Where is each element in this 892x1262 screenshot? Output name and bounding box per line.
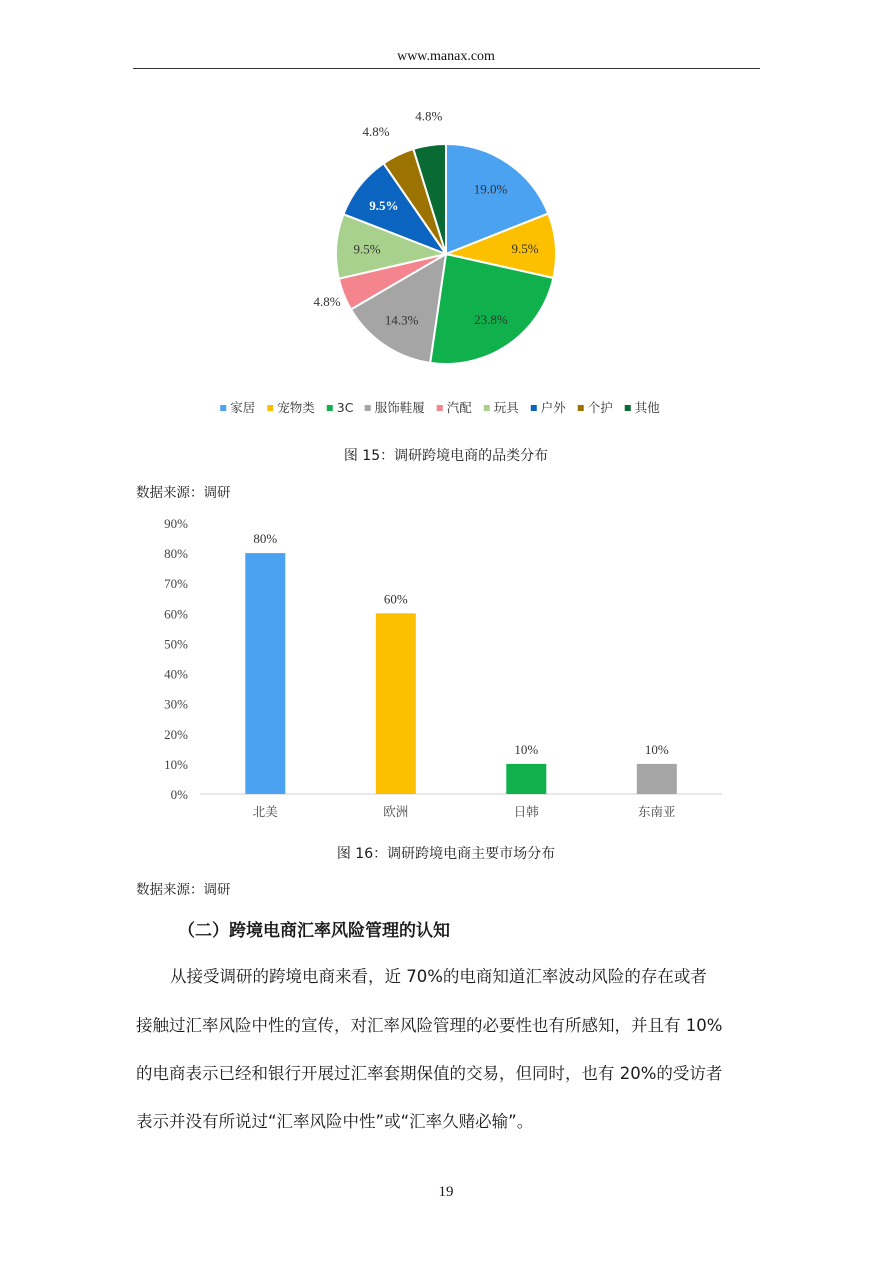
pie-data-label: 9.5% — [511, 240, 539, 256]
y-tick-label: 20% — [164, 726, 188, 742]
legend-swatch — [484, 405, 490, 411]
legend-item — [220, 400, 255, 415]
legend-label: 个护 — [587, 400, 613, 415]
legend-label: 玩具 — [493, 400, 519, 415]
legend-item — [365, 400, 426, 415]
y-tick-label: 10% — [164, 756, 188, 772]
y-tick-label: 80% — [164, 546, 188, 562]
bar-value-label: 80% — [253, 531, 278, 547]
x-tick-label: 北美 — [252, 804, 278, 819]
paragraph-line: 的电商表示已经和银行开展过汇率套期保值的交易，但同时，也有 20%的受访者 — [136, 1064, 723, 1083]
legend-label: 服饰鞋履 — [374, 400, 425, 415]
legend-label: 汽配 — [446, 400, 472, 415]
bar-chart — [0, 500, 892, 830]
x-tick-label: 欧洲 — [383, 804, 409, 819]
legend-swatch — [625, 405, 631, 411]
y-tick-label: 70% — [164, 576, 188, 592]
section-heading: （二）跨境电商汇率风险管理的认知 — [178, 921, 450, 941]
legend-swatch — [578, 405, 584, 411]
legend-swatch — [365, 405, 371, 411]
y-tick-label: 90% — [164, 516, 188, 531]
legend-swatch — [531, 405, 537, 411]
legend-item — [531, 400, 567, 415]
page-number: 19 — [438, 1184, 454, 1200]
bar-value-label: 60% — [383, 591, 408, 607]
paragraph-line: 从接受调研的跨境电商来看，近 70%的电商知道汇率波动风险的存在或者 — [170, 967, 707, 986]
figure-16-caption: 图 16：调研跨境电商主要市场分布 — [336, 846, 556, 862]
bar-value-label: 10% — [514, 741, 539, 757]
bar-0 — [245, 553, 285, 794]
legend-item — [327, 400, 354, 415]
bar-value-label: 10% — [644, 741, 669, 757]
legend-item — [437, 400, 473, 415]
legend-swatch — [327, 405, 333, 411]
x-tick-label: 日韩 — [513, 804, 539, 819]
legend-item — [578, 400, 614, 415]
pie-data-label: 9.5% — [369, 197, 399, 213]
pie-data-label: 9.5% — [353, 241, 381, 257]
bar-1 — [376, 613, 416, 794]
legend-swatch — [220, 405, 226, 411]
legend-label: 家居 — [230, 400, 256, 415]
y-tick-label: 60% — [164, 606, 188, 622]
legend-swatch — [267, 405, 273, 411]
pie-data-label: 4.8% — [313, 294, 341, 310]
legend-label: 3C — [336, 400, 354, 415]
pie-data-label: 4.8% — [362, 123, 390, 139]
legend-label: 宠物类 — [277, 400, 315, 415]
y-tick-label: 30% — [164, 696, 188, 712]
figure-16-source: 数据来源：调研 — [136, 882, 231, 898]
legend-label: 户外 — [540, 400, 566, 415]
legend-swatch — [437, 405, 443, 411]
pie-data-label: 4.8% — [415, 108, 443, 124]
x-tick-label: 东南亚 — [638, 804, 676, 819]
figure-15-source: 数据来源：调研 — [136, 485, 231, 501]
header-url[interactable]: www.manax.com — [397, 49, 495, 64]
bar-3 — [637, 764, 677, 794]
figure-15-caption: 图 15：调研跨境电商的品类分布 — [343, 448, 549, 464]
y-tick-label: 50% — [164, 636, 188, 652]
pie-data-label: 19.0% — [473, 181, 508, 197]
legend-label: 其他 — [634, 400, 660, 415]
y-tick-label: 0% — [170, 787, 188, 802]
legend-item — [484, 400, 520, 415]
paragraph-line: 表示并没有所说过“汇率风险中性”或“汇率久赌必输”。 — [136, 1112, 534, 1131]
pie-chart — [0, 0, 892, 440]
pie-data-label: 23.8% — [474, 312, 508, 328]
legend-item — [625, 400, 661, 415]
paragraph-line: 接触过汇率风险中性的宣传，对汇率风险管理的必要性也有所感知，并且有 10% — [136, 1016, 723, 1035]
pie-data-label: 14.3% — [384, 312, 419, 328]
bar-2 — [506, 764, 546, 794]
y-tick-label: 40% — [164, 666, 188, 682]
legend-item — [267, 400, 315, 415]
